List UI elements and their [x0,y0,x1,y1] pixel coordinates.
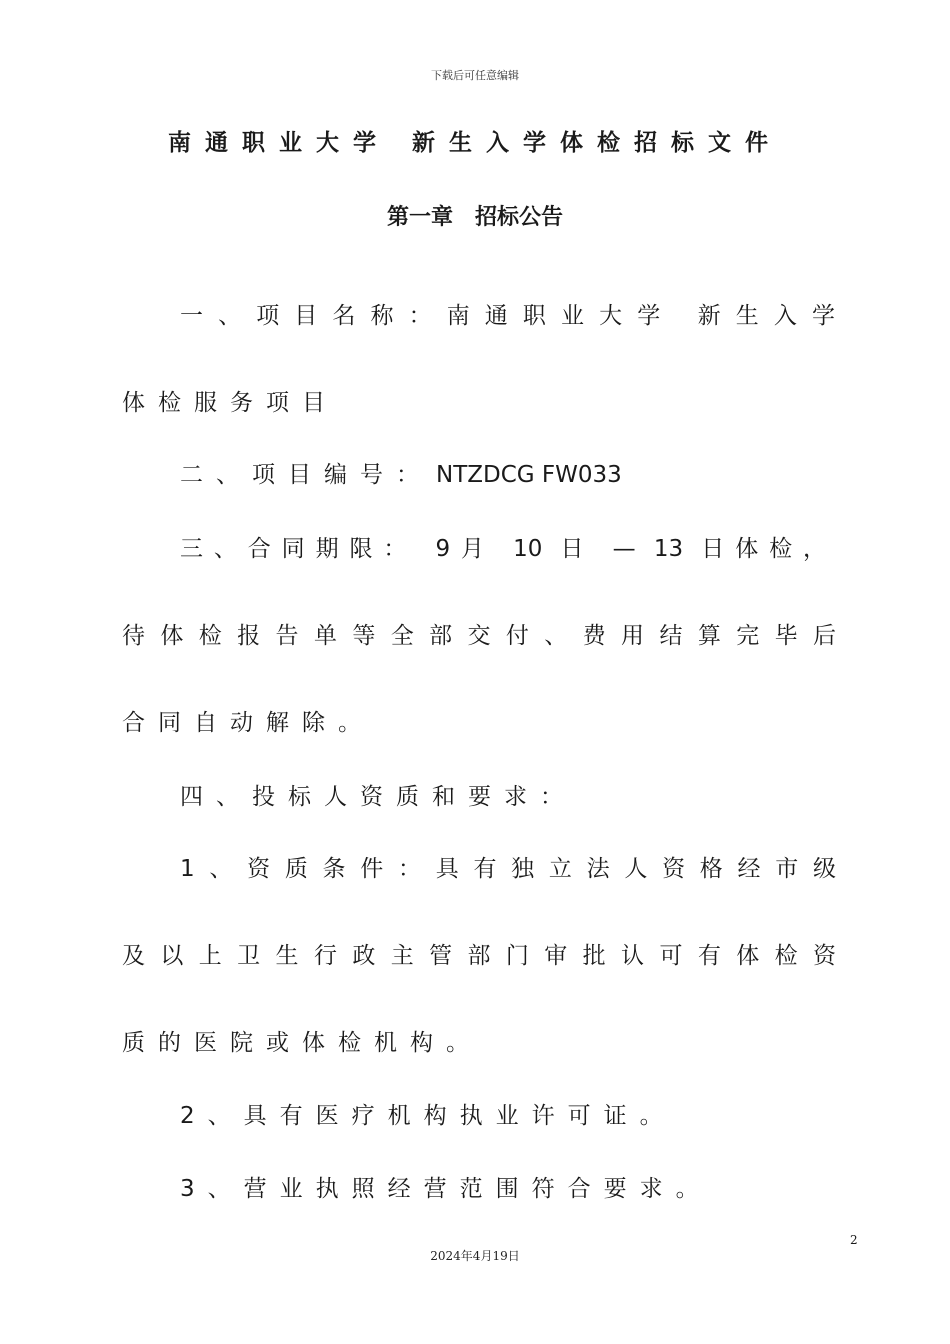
body-line-9: 及以上卫生行政主管部门审批认可有体检资 [122,943,836,969]
document-title: 南通职业大学 新生入学体检招标文件 [167,130,782,156]
body-line-4: 三、合同期限： 9月 10 日 — 13 日体检， [180,536,826,562]
body-line-11: 2、具有医疗机构执业许可证。 [180,1103,676,1129]
page-number: 2 [850,1233,858,1247]
project-code-value: NTZDCG FW033 [436,462,622,488]
chapter-number: 第一章 [386,205,453,230]
body-line-6: 合同自动解除。 [122,710,374,736]
body-line-8: 1、资质条件：具有独立法人资格经市级 [180,856,836,882]
chapter-title: 招标公告 [475,205,564,230]
body-line-10: 质的医院或体检机构。 [122,1030,482,1056]
header-note: 下载后可任意编辑 [431,69,519,82]
body-line-5: 待体检报告单等全部交付、费用结算完毕后 [122,623,836,649]
body-line-12: 3、营业执照经营范围符合要求。 [180,1176,712,1202]
chapter-heading [0,200,950,231]
body-line-2: 体检服务项目 [122,390,338,416]
body-line-1: 一、项目名称：南通职业大学 新生入学 [180,303,835,329]
footer-date: 2024年4月19日 [430,1249,520,1263]
project-code-label: 二、项目编号： [180,462,432,488]
body-line-3 [180,464,622,487]
body-line-7: 四、投标人资质和要求： [180,784,576,810]
